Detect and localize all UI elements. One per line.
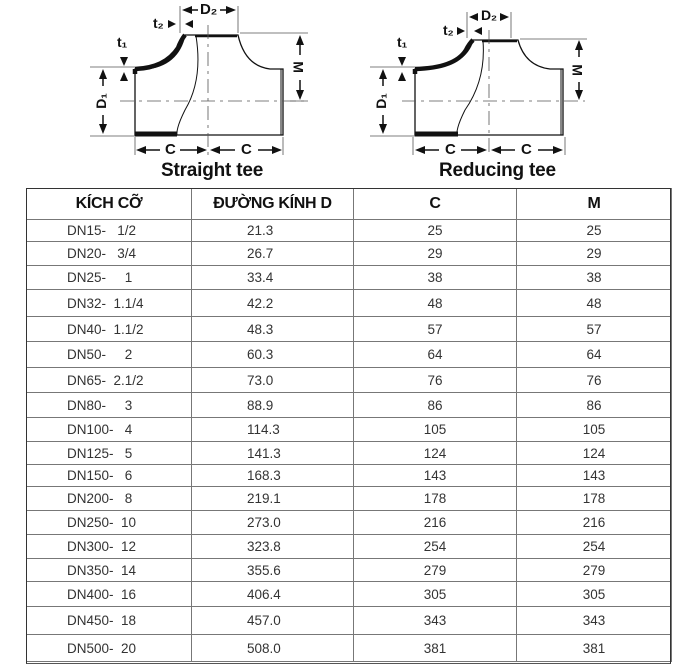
diameter-cell: 21.3 — [192, 220, 354, 242]
c-cell: 38 — [354, 266, 517, 290]
size-cell: DN100- 4 — [27, 418, 192, 442]
m-cell: 64 — [517, 342, 672, 368]
m-cell: 76 — [517, 368, 672, 393]
diagram-label-d1: D₁ — [372, 93, 389, 109]
diameter-cell: 355.6 — [192, 559, 354, 582]
diameter-cell: 508.0 — [192, 635, 354, 662]
size-cell: DN450- 18 — [27, 607, 192, 635]
size-cell: DN15- 1/2 — [27, 220, 192, 242]
c-cell: 279 — [354, 559, 517, 582]
c-cell: 216 — [354, 511, 517, 535]
size-cell: DN20- 3/4 — [27, 242, 192, 266]
table-row — [27, 511, 672, 535]
table-row — [27, 266, 672, 290]
diameter-cell: 219.1 — [192, 487, 354, 511]
m-cell: 86 — [517, 393, 672, 418]
table-row — [27, 220, 672, 242]
table-row — [27, 290, 672, 317]
c-cell: 48 — [354, 290, 517, 317]
m-cell: 254 — [517, 535, 672, 559]
straight-tee-diagram — [0, 0, 350, 188]
header-size: KÍCH CỠ — [27, 189, 192, 220]
diameter-cell: 33.4 — [192, 266, 354, 290]
table-row — [27, 559, 672, 582]
size-cell: DN300- 12 — [27, 535, 192, 559]
diameter-cell: 168.3 — [192, 465, 354, 487]
c-cell: 29 — [354, 242, 517, 266]
diagram-label-t1: t₁ — [397, 34, 408, 50]
c-cell: 105 — [354, 418, 517, 442]
m-cell: 29 — [517, 242, 672, 266]
tee-dimension-table — [26, 188, 672, 662]
diagram-label-c-right: C — [521, 141, 532, 158]
diagram-label-c-left: C — [165, 141, 176, 158]
diagram-label-m: M — [569, 64, 586, 76]
size-cell: DN200- 8 — [27, 487, 192, 511]
c-cell: 254 — [354, 535, 517, 559]
diameter-cell: 114.3 — [192, 418, 354, 442]
diagram-label-m: M — [290, 61, 307, 73]
diagram-label-d2: D₂ — [481, 7, 497, 23]
header-c: C — [354, 189, 517, 220]
diagram-label-d1: D₁ — [92, 93, 109, 109]
table-row — [27, 317, 672, 342]
header-m: M — [517, 189, 672, 220]
diagram-label-t2: t₂ — [443, 22, 454, 38]
diagram-label-c-right: C — [241, 141, 252, 158]
size-cell: DN25- 1 — [27, 266, 192, 290]
diagram-label-d2: D₂ — [200, 1, 218, 18]
c-cell: 381 — [354, 635, 517, 662]
diameter-cell: 406.4 — [192, 582, 354, 607]
diameter-cell: 73.0 — [192, 368, 354, 393]
table-row — [27, 368, 672, 393]
table-row — [27, 635, 672, 662]
c-cell: 124 — [354, 442, 517, 465]
table-row — [27, 442, 672, 465]
table-row — [27, 242, 672, 266]
size-cell: DN32- 1.1/4 — [27, 290, 192, 317]
m-cell: 57 — [517, 317, 672, 342]
diameter-cell: 88.9 — [192, 393, 354, 418]
diagram-label-t1: t₁ — [117, 34, 128, 50]
diameter-cell: 323.8 — [192, 535, 354, 559]
c-cell: 143 — [354, 465, 517, 487]
m-cell: 48 — [517, 290, 672, 317]
m-cell: 105 — [517, 418, 672, 442]
c-cell: 343 — [354, 607, 517, 635]
size-cell: DN50- 2 — [27, 342, 192, 368]
diameter-cell: 457.0 — [192, 607, 354, 635]
size-cell: DN80- 3 — [27, 393, 192, 418]
diameter-cell: 273.0 — [192, 511, 354, 535]
c-cell: 86 — [354, 393, 517, 418]
m-cell: 343 — [517, 607, 672, 635]
straight-tee-title: Straight tee — [161, 160, 264, 181]
c-cell: 305 — [354, 582, 517, 607]
diagram-label-t2: t₂ — [153, 15, 164, 31]
size-cell: DN500- 20 — [27, 635, 192, 662]
size-cell: DN65- 2.1/2 — [27, 368, 192, 393]
m-cell: 279 — [517, 559, 672, 582]
size-cell: DN40- 1.1/2 — [27, 317, 192, 342]
size-cell: DN350- 14 — [27, 559, 192, 582]
table-row — [27, 487, 672, 511]
table-row — [27, 607, 672, 635]
reducing-tee-diagram — [350, 0, 700, 188]
m-cell: 25 — [517, 220, 672, 242]
table-header-row — [27, 189, 672, 220]
size-cell: DN125- 5 — [27, 442, 192, 465]
m-cell: 38 — [517, 266, 672, 290]
m-cell: 305 — [517, 582, 672, 607]
size-cell: DN400- 16 — [27, 582, 192, 607]
c-cell: 178 — [354, 487, 517, 511]
table-row — [27, 418, 672, 442]
c-cell: 76 — [354, 368, 517, 393]
diameter-cell: 42.2 — [192, 290, 354, 317]
diagram-label-c-left: C — [445, 141, 456, 158]
diameter-cell: 60.3 — [192, 342, 354, 368]
table-row — [27, 535, 672, 559]
table-row — [27, 465, 672, 487]
reducing-tee-title: Reducing tee — [439, 160, 556, 181]
m-cell: 381 — [517, 635, 672, 662]
header-diameter: ĐƯỜNG KÍNH D — [192, 189, 354, 220]
diameter-cell: 26.7 — [192, 242, 354, 266]
c-cell: 25 — [354, 220, 517, 242]
diameter-cell: 141.3 — [192, 442, 354, 465]
c-cell: 64 — [354, 342, 517, 368]
diameter-cell: 48.3 — [192, 317, 354, 342]
m-cell: 216 — [517, 511, 672, 535]
table-row — [27, 582, 672, 607]
c-cell: 57 — [354, 317, 517, 342]
size-cell: DN150- 6 — [27, 465, 192, 487]
table-row — [27, 342, 672, 368]
table-row — [27, 393, 672, 418]
m-cell: 143 — [517, 465, 672, 487]
m-cell: 124 — [517, 442, 672, 465]
m-cell: 178 — [517, 487, 672, 511]
size-cell: DN250- 10 — [27, 511, 192, 535]
